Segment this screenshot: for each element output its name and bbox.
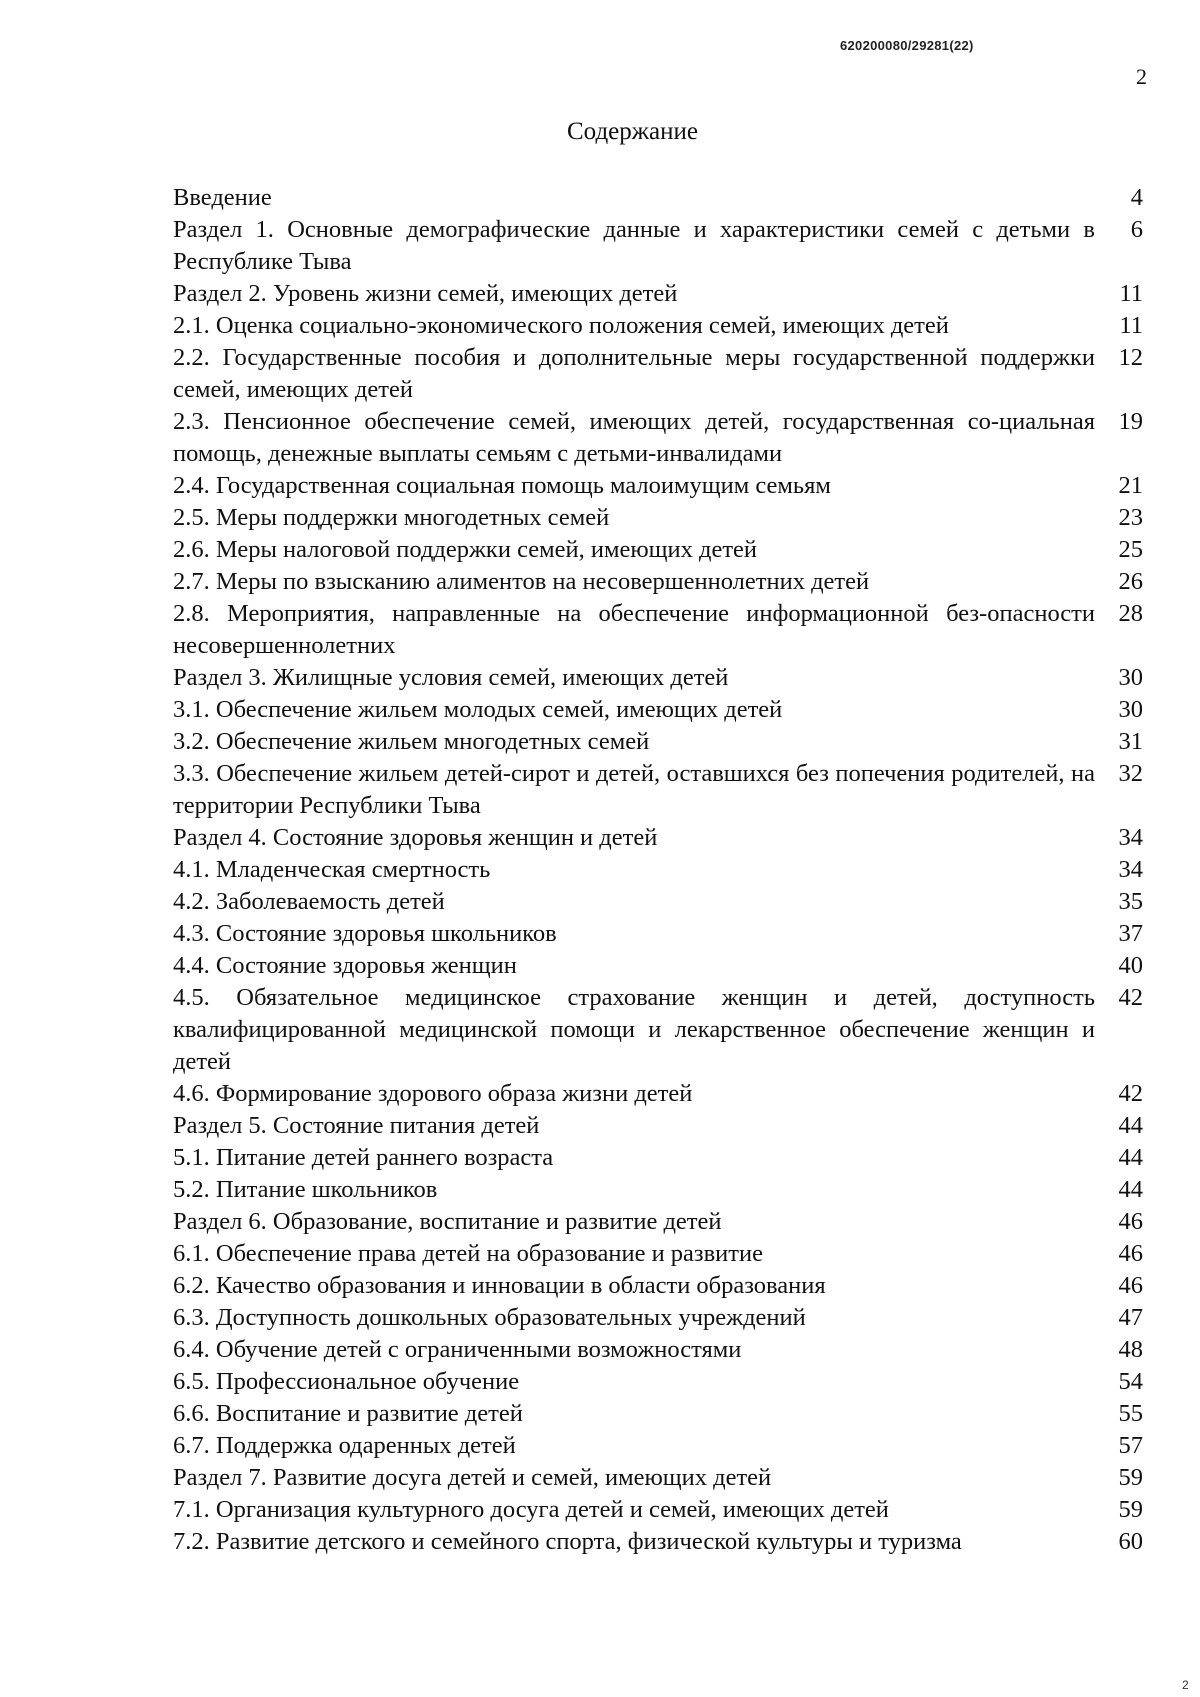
toc-entry-page: 34 bbox=[1118, 824, 1143, 851]
toc-entry-title: 2.6. Меры налоговой поддержки семей, имеющих детей bbox=[173, 536, 758, 563]
toc-entry bbox=[173, 406, 1143, 470]
toc-entry-page: 12 bbox=[1118, 344, 1143, 371]
toc-entry bbox=[173, 182, 1143, 214]
toc-entry-page: 59 bbox=[1118, 1496, 1143, 1523]
toc-entry-title: 2.2. Государственные пособия и дополнительные меры государственной поддержки семей, имеющих детей bbox=[173, 344, 1095, 403]
toc-entry-page: 11 bbox=[1119, 312, 1143, 339]
toc-entry-title: 2.3. Пенсионное обеспечение семей, имеющих детей, государственная со-циальная помощь, денежные выплаты семьям с детьми-инвалидами bbox=[173, 408, 1095, 467]
toc-entry bbox=[173, 662, 1143, 694]
toc-entry bbox=[173, 342, 1143, 406]
toc-entry bbox=[173, 1110, 1143, 1142]
toc-entry-page: 48 bbox=[1118, 1336, 1143, 1363]
toc-entry-page: 44 bbox=[1118, 1112, 1143, 1139]
toc-entry-page: 25 bbox=[1118, 536, 1143, 563]
toc-entry-page: 34 bbox=[1118, 856, 1143, 883]
toc-entry bbox=[173, 1334, 1143, 1366]
toc-entry-title: 2.4. Государственная социальная помощь малоимущим семьям bbox=[173, 472, 831, 499]
toc-entry bbox=[173, 886, 1143, 918]
document-code: 620200080/29281(22) bbox=[840, 38, 974, 53]
toc-entry-title: 4.6. Формирование здорового образа жизни детей bbox=[173, 1080, 693, 1107]
toc-entry-title: 6.5. Профессиональное обучение bbox=[173, 1368, 520, 1395]
toc-entry bbox=[173, 1174, 1143, 1206]
toc-entry-title: 6.6. Воспитание и развитие детей bbox=[173, 1400, 523, 1427]
toc-entry-page: 21 bbox=[1118, 472, 1143, 499]
toc-entry bbox=[173, 694, 1143, 726]
toc-entry-page: 30 bbox=[1118, 696, 1143, 723]
toc-entry-title: 6.3. Доступность дошкольных образовательных учреждений bbox=[173, 1304, 806, 1331]
toc-entry bbox=[173, 470, 1143, 502]
toc-entry-title: 5.2. Питание школьников bbox=[173, 1176, 438, 1203]
toc-entry-title: Раздел 3. Жилищные условия семей, имеющих детей bbox=[173, 664, 729, 691]
toc-entry bbox=[173, 310, 1143, 342]
toc-entry-page: 11 bbox=[1119, 280, 1143, 307]
toc-entry-title: 3.1. Обеспечение жильем молодых семей, имеющих детей bbox=[173, 696, 783, 723]
toc-entry-title: 6.2. Качество образования и инновации в области образования bbox=[173, 1272, 826, 1299]
toc-entry bbox=[173, 1270, 1143, 1302]
toc-entry bbox=[173, 822, 1143, 854]
toc-entry-title: 4.1. Младенческая смертность bbox=[173, 856, 491, 883]
toc-entry-page: 26 bbox=[1118, 568, 1143, 595]
toc-entry-title: 2.1. Оценка социально-экономического положения семей, имеющих детей bbox=[173, 312, 949, 339]
toc-title: Содержание bbox=[567, 118, 698, 145]
toc-entry-title: 4.4. Состояние здоровья женщин bbox=[173, 952, 517, 979]
toc-entry-page: 30 bbox=[1118, 664, 1143, 691]
toc-entry bbox=[173, 1430, 1143, 1462]
toc-entry-title: 6.7. Поддержка одаренных детей bbox=[173, 1432, 516, 1459]
toc-entry-page: 4 bbox=[1130, 184, 1143, 211]
toc-entry-title: 4.3. Состояние здоровья школьников bbox=[173, 920, 557, 947]
toc-entry bbox=[173, 1078, 1143, 1110]
toc-entry-page: 46 bbox=[1118, 1208, 1143, 1235]
toc-entry-page: 19 bbox=[1118, 408, 1143, 435]
toc-entry-page: 6 bbox=[1130, 216, 1143, 243]
toc-entry-title: 3.2. Обеспечение жильем многодетных семей bbox=[173, 728, 650, 755]
toc-entry bbox=[173, 566, 1143, 598]
toc-entry-page: 46 bbox=[1118, 1272, 1143, 1299]
toc-entry bbox=[173, 502, 1143, 534]
toc-entry-page: 32 bbox=[1118, 760, 1143, 787]
toc-entry bbox=[173, 1494, 1143, 1526]
toc-entry-title: 5.1. Питание детей раннего возраста bbox=[173, 1144, 554, 1171]
toc-entry bbox=[173, 534, 1143, 566]
toc-entry bbox=[173, 278, 1143, 310]
toc-entry-page: 46 bbox=[1118, 1240, 1143, 1267]
toc-entry-title: 4.2. Заболеваемость детей bbox=[173, 888, 445, 915]
table-of-contents bbox=[173, 182, 1143, 1558]
toc-entry bbox=[173, 854, 1143, 886]
toc-entry-title: 2.5. Меры поддержки многодетных семей bbox=[173, 504, 610, 531]
page-number: 2 bbox=[1136, 64, 1147, 89]
toc-entry-page: 42 bbox=[1118, 1080, 1143, 1107]
toc-entry bbox=[173, 918, 1143, 950]
toc-entry-page: 42 bbox=[1118, 984, 1143, 1011]
toc-entry bbox=[173, 982, 1143, 1078]
toc-entry-page: 57 bbox=[1118, 1432, 1143, 1459]
toc-entry-title: Раздел 4. Состояние здоровья женщин и детей bbox=[173, 824, 658, 851]
toc-entry bbox=[173, 1366, 1143, 1398]
toc-entry bbox=[173, 598, 1143, 662]
corner-mark: 2 bbox=[1182, 1678, 1189, 1692]
toc-entry-title: 2.7. Меры по взысканию алиментов на несовершеннолетних детей bbox=[173, 568, 870, 595]
toc-entry-page: 23 bbox=[1118, 504, 1143, 531]
toc-entry-title: Раздел 1. Основные демографические данные и характеристики семей с детьми в Республике Тыва bbox=[173, 216, 1095, 275]
toc-entry-page: 37 bbox=[1118, 920, 1143, 947]
toc-entry-page: 44 bbox=[1118, 1176, 1143, 1203]
toc-entry bbox=[173, 1398, 1143, 1430]
toc-entry bbox=[173, 726, 1143, 758]
toc-entry-page: 28 bbox=[1118, 600, 1143, 627]
toc-entry-title: Введение bbox=[173, 184, 272, 211]
toc-entry bbox=[173, 1302, 1143, 1334]
toc-entry bbox=[173, 950, 1143, 982]
toc-entry-title: Раздел 7. Развитие досуга детей и семей, имеющих детей bbox=[173, 1464, 772, 1491]
toc-entry bbox=[173, 1526, 1143, 1558]
toc-entry bbox=[173, 1238, 1143, 1270]
toc-entry-title: Раздел 6. Образование, воспитание и развитие детей bbox=[173, 1208, 722, 1235]
toc-entry-page: 35 bbox=[1118, 888, 1143, 915]
toc-entry-title: 4.5. Обязательное медицинское страхование женщин и детей, доступность квалифицированной медицинской помощи и лекарственное обеспечение женщин и детей bbox=[173, 984, 1095, 1075]
toc-entry-title: 3.3. Обеспечение жильем детей-сирот и детей, оставшихся без попечения родителей, на территории Республики Тыва bbox=[173, 760, 1095, 819]
toc-entry-title: 6.4. Обучение детей с ограниченными возможностями bbox=[173, 1336, 742, 1363]
toc-entry bbox=[173, 758, 1143, 822]
toc-entry-title: 7.1. Организация культурного досуга детей и семей, имеющих детей bbox=[173, 1496, 889, 1523]
toc-entry-page: 54 bbox=[1118, 1368, 1143, 1395]
toc-entry bbox=[173, 1142, 1143, 1174]
toc-entry-page: 44 bbox=[1118, 1144, 1143, 1171]
toc-entry-page: 40 bbox=[1118, 952, 1143, 979]
toc-entry bbox=[173, 1462, 1143, 1494]
toc-entry-title: 2.8. Мероприятия, направленные на обеспечение информационной без-опасности несовершеннолетних bbox=[173, 600, 1095, 659]
toc-entry-page: 47 bbox=[1118, 1304, 1143, 1331]
toc-entry bbox=[173, 1206, 1143, 1238]
toc-entry-title: Раздел 5. Состояние питания детей bbox=[173, 1112, 540, 1139]
toc-entry-page: 59 bbox=[1118, 1464, 1143, 1491]
toc-entry-page: 55 bbox=[1118, 1400, 1143, 1427]
toc-entry-title: Раздел 2. Уровень жизни семей, имеющих детей bbox=[173, 280, 678, 307]
toc-entry-page: 31 bbox=[1118, 728, 1143, 755]
toc-entry-page: 60 bbox=[1118, 1528, 1143, 1555]
toc-entry bbox=[173, 214, 1143, 278]
toc-entry-title: 7.2. Развитие детского и семейного спорта, физической культуры и туризма bbox=[173, 1528, 962, 1555]
toc-entry-title: 6.1. Обеспечение права детей на образование и развитие bbox=[173, 1240, 763, 1267]
